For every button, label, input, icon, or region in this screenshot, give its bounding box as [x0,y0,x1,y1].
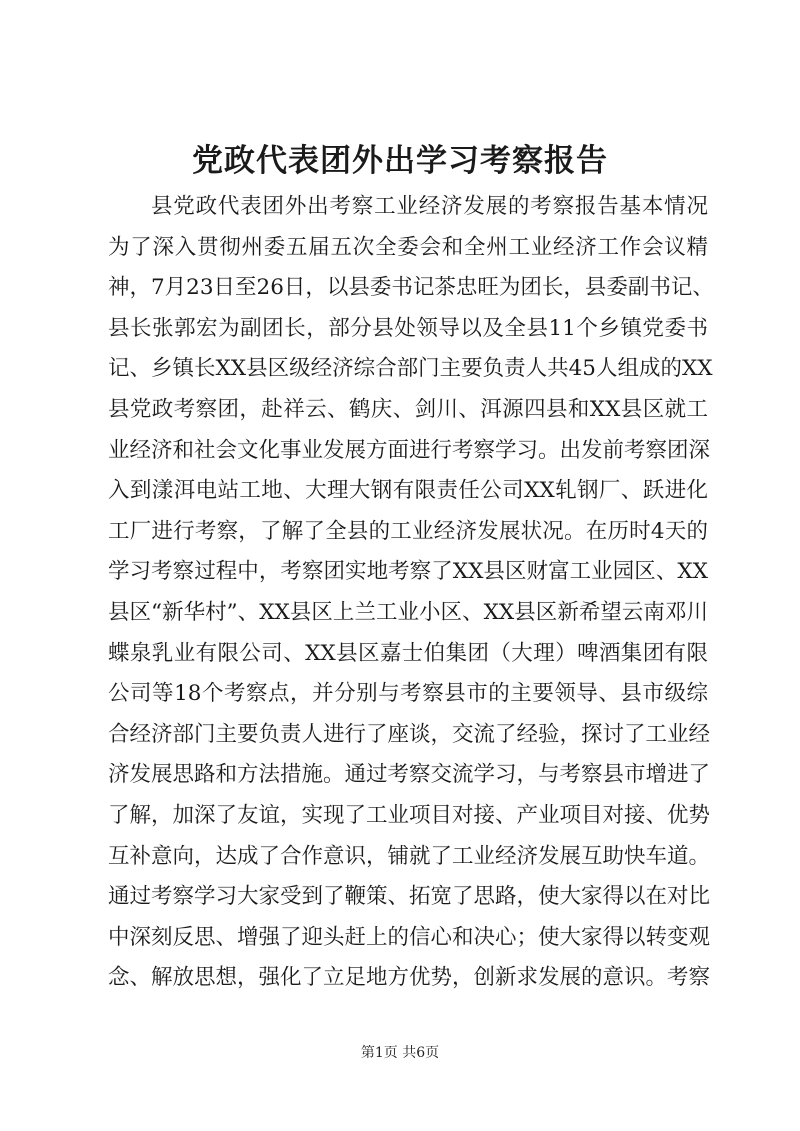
body-line: 学习考察过程中，考察团实地考察了XX县区财富工业园区、XX [108,559,708,585]
body-line: 县党政考察团，赴祥云、鹤庆、剑川、洱源四县和XX县区就工 [108,396,708,422]
body-line: 合经济部门主要负责人进行了座谈，交流了经验，探讨了工业经 [108,721,711,747]
body-line: 中深刻反思、增强了迎头赶上的信心和决心；使大家得以转变观 [108,924,711,950]
body-line: 记、乡镇长XX县区级经济综合部门主要负责人共45人组成的XX [108,356,713,382]
body-line: 县长张郭宏为副团长，部分县处领导以及全县11个乡镇党委书 [108,315,708,341]
body-line: 神，7月23日至26日，以县委书记茶忠旺为团长，县委副书记、 [108,275,714,301]
body-line: 通过考察学习大家受到了鞭策、拓宽了思路，使大家得以在对比 [108,884,711,910]
body-line: 了解，加深了友谊，实现了工业项目对接、产业项目对接、优势 [108,802,711,828]
body-line: 互补意向，达成了合作意识，铺就了工业经济发展互助快车道。 [108,843,711,869]
body-line: 为了深入贯彻州委五届五次全委会和全州工业经济工作会议精 [108,234,708,260]
body-line: 念、解放思想，强化了立足地方优势，创新求发展的意识。考察 [108,965,711,991]
body-line: 蝶泉乳业有限公司、XX县区嘉士伯集团（大理）啤酒集团有限 [108,640,708,666]
body-line: 公司等18个考察点，并分别与考察县市的主要领导、县市级综 [108,681,708,707]
body-line: 县党政代表团外出考察工业经济发展的考察报告基本情况 [151,194,708,219]
body-line: 入到漾洱电站工地、大理大钢有限责任公司XX轧钢厂、跃进化 [108,478,708,504]
document-body [108,187,714,999]
body-line: 工厂进行考察，了解了全县的工业经济发展状况。在历时4天的 [108,518,708,544]
document-title: 党政代表团外出学习考察报告 [192,143,608,179]
body-line: 业经济和社会文化事业发展方面进行考察学习。出发前考察团深 [108,437,711,463]
body-line: 济发展思路和方法措施。通过考察交流学习，与考察县市增进了 [108,762,711,788]
body-line: 县区“新华村”、XX县区上兰工业小区、XX县区新希望云南邓川 [108,599,708,625]
page-number-footer: 第1页 共6页 [360,1045,440,1061]
